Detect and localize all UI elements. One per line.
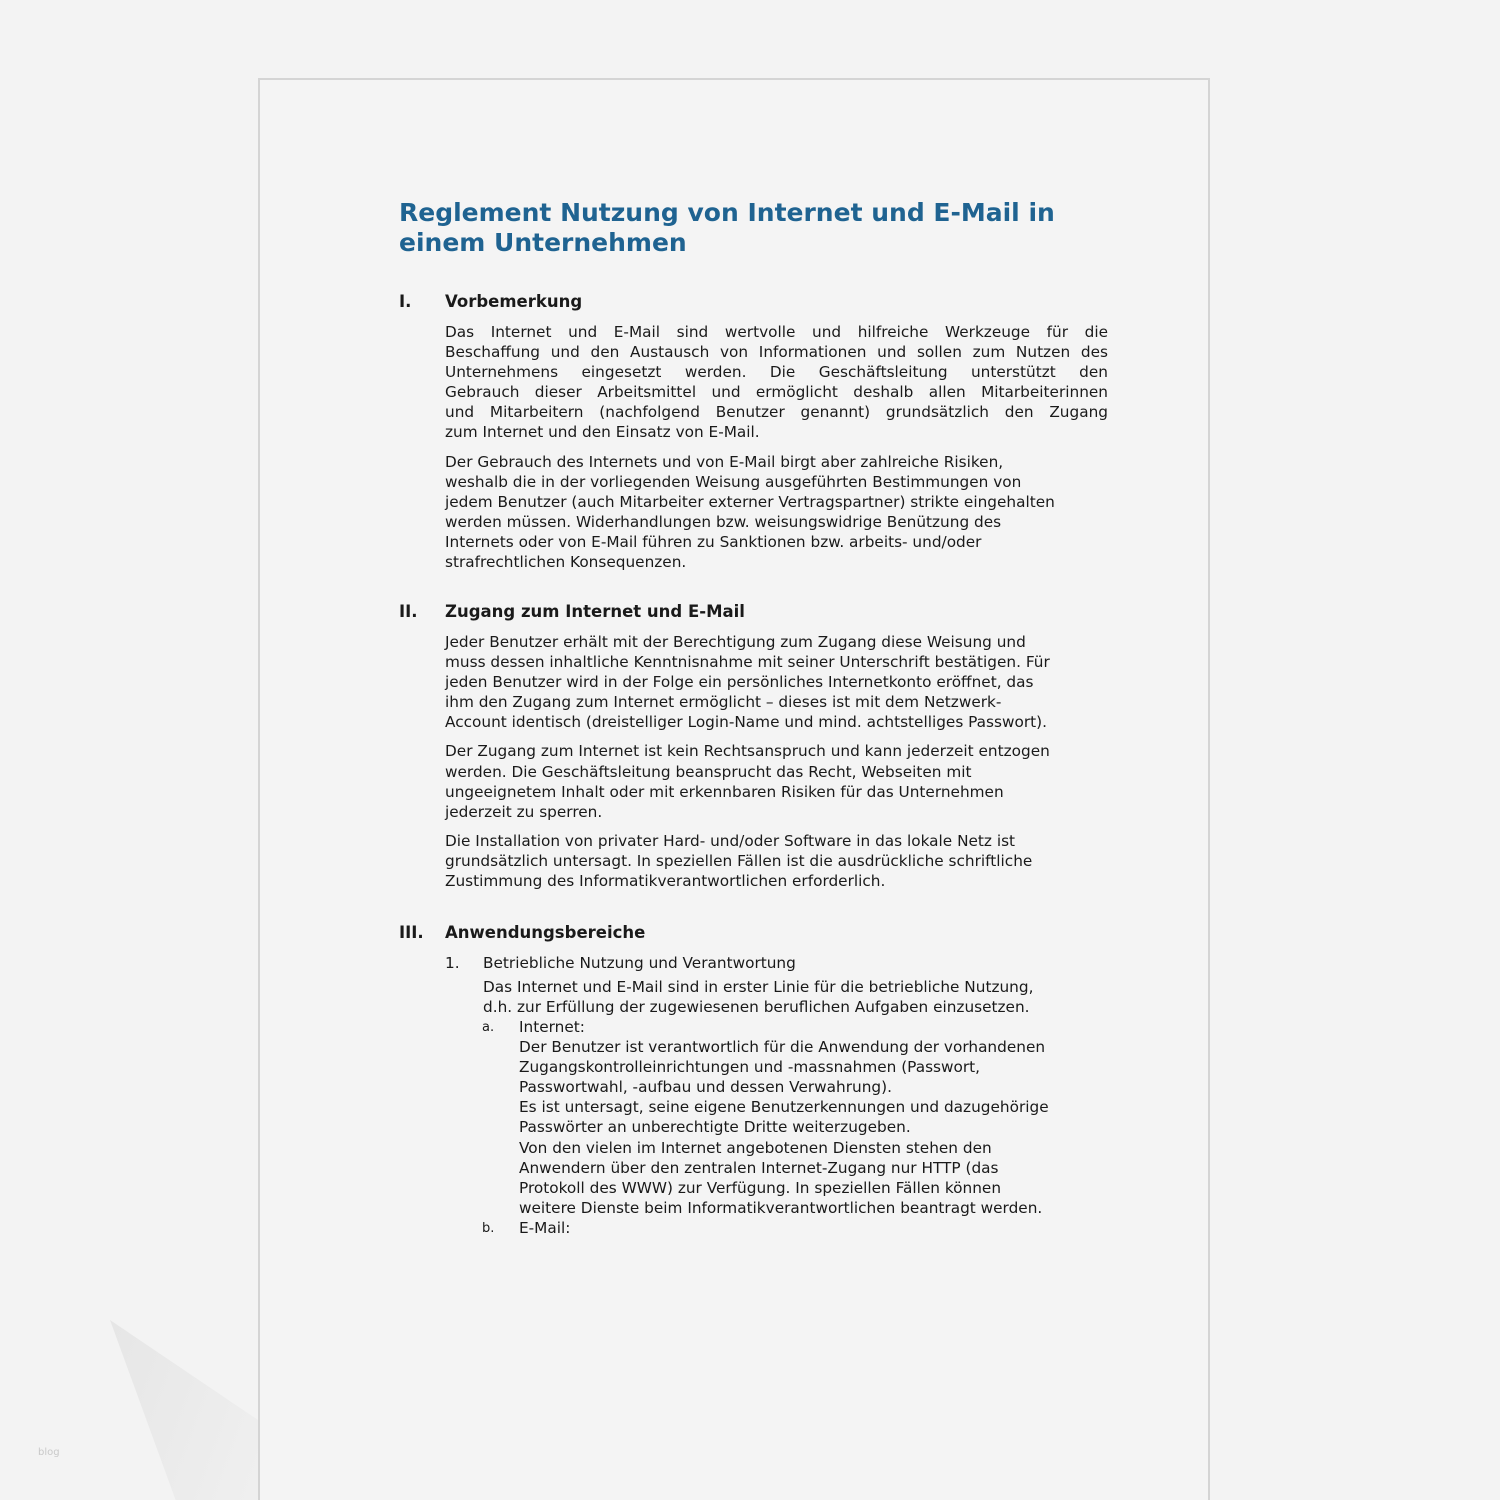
section-heading-vorbemerkung	[399, 292, 582, 312]
paragraph-line: Gebrauch dieser Arbeitsmittel und ermöglicht deshalb allen Mitarbeiterinnen	[445, 383, 1108, 402]
sublist-line: Passwörter an unberechtigte Dritte weiterzugeben.	[519, 1118, 911, 1137]
sublist-marker: a.	[482, 1020, 495, 1035]
sublist-item-internet	[519, 1017, 1139, 1218]
section-title: Vorbemerkung	[445, 292, 583, 311]
section-heading-zugang	[399, 602, 745, 622]
paragraph-line: werden. Die Geschäftsleitung beansprucht das Recht, Webseiten mit	[445, 762, 972, 781]
paragraph	[445, 632, 1108, 732]
paragraph-line: Account identisch (dreistelliger Login-Name und mind. achtstelliges Passwort).	[445, 713, 1047, 732]
paragraph-line: Der Gebrauch des Internets und von E-Mail birgt aber zahlreiche Risiken,	[445, 452, 1004, 471]
paragraph-line: Internets oder von E-Mail führen zu Sanktionen bzw. arbeits- und/oder	[445, 532, 982, 551]
sublist-item-label: Internet:	[519, 1018, 585, 1036]
sublist-line: weitere Dienste beim Informatikverantwortlichen beantragt werden.	[519, 1198, 1043, 1217]
paragraph-line: werden müssen. Widerhandlungen bzw. weisungswidrige Benützung des	[445, 512, 1002, 531]
sublist-item-email	[519, 1218, 1139, 1238]
list-item-betriebliche-nutzung	[445, 953, 1125, 1017]
section-number: II.	[399, 602, 418, 621]
paragraph	[445, 831, 1108, 891]
sublist-item-label: E-Mail:	[519, 1219, 571, 1237]
sublist-line: Von den vielen im Internet angebotenen Diensten stehen den	[519, 1138, 992, 1157]
paragraph-line: jedem Benutzer (auch Mitarbeiter externer Vertragspartner) strikte eingehalten	[445, 492, 1055, 511]
paragraph	[445, 322, 1108, 443]
paragraph-line: Das Internet und E-Mail sind wertvolle und hilfreiche Werkzeuge für die	[445, 323, 1108, 341]
paragraph-line: und Mitarbeitern (nachfolgend Benutzer genannt) grundsätzlich den Zugang	[445, 403, 1108, 422]
section-body-vorbemerkung	[445, 322, 1108, 581]
section-heading-anwendungsbereiche	[399, 923, 645, 943]
list-intro-line: d.h. zur Erfüllung der zugewiesenen beruflichen Aufgaben einzusetzen.	[483, 998, 1030, 1017]
paragraph-line: weshalb die in der vorliegenden Weisung ausgeführten Bestimmungen von	[445, 472, 1022, 491]
sublist-line: Protokoll des WWW) zur Verfügung. In speziellen Fällen können	[519, 1178, 1002, 1197]
paragraph-line: Die Installation von privater Hard- und/oder Software in das lokale Netz ist	[445, 831, 1016, 850]
paragraph	[445, 452, 1108, 573]
paragraph-line: Beschaffung und den Austausch von Informationen und sollen zum Nutzen des	[445, 343, 1108, 362]
watermark: blog	[38, 1447, 60, 1458]
title-line: Reglement Nutzung von Internet und E-Mail in	[399, 198, 1055, 227]
list-item-label: Betriebliche Nutzung und Verantwortung	[483, 954, 796, 972]
paragraph-line: grundsätzlich untersagt. In speziellen Fällen ist die ausdrückliche schriftliche	[445, 851, 1033, 870]
section-title: Zugang zum Internet und E-Mail	[445, 602, 745, 621]
paragraph-line: muss dessen inhaltliche Kenntnisnahme mit seiner Unterschrift bestätigen. Für	[445, 653, 1050, 672]
sublist-line: Es ist untersagt, seine eigene Benutzerkennungen und dazugehörige	[519, 1098, 1049, 1117]
paragraph-line: strafrechtlichen Konsequenzen.	[445, 553, 687, 572]
paragraph	[445, 741, 1108, 821]
title-line: einem Unternehmen	[399, 228, 687, 257]
paragraph-line: jederzeit zu sperren.	[445, 802, 603, 821]
paragraph-line: Unternehmens eingesetzt werden. Die Geschäftsleitung unterstützt den	[445, 363, 1108, 382]
paragraph-line: Zustimmung des Informatikverantwortlichen erforderlich.	[445, 872, 886, 891]
sublist-line: Anwendern über den zentralen Internet-Zugang nur HTTP (das	[519, 1158, 999, 1177]
section-body-zugang	[445, 632, 1108, 900]
sublist-marker: b.	[482, 1221, 495, 1236]
list-marker: 1.	[445, 954, 460, 972]
section-title: Anwendungsbereiche	[445, 923, 646, 942]
paragraph-line: Jeder Benutzer erhält mit der Berechtigung zum Zugang diese Weisung und	[445, 633, 1026, 651]
paragraph-line: ihm den Zugang zum Internet ermöglicht – dieses ist mit dem Netzwerk-	[445, 693, 1002, 712]
section-number: I.	[399, 292, 412, 311]
paragraph-line: jeden Benutzer wird in der Folge ein persönliches Internetkonto eröffnet, das	[445, 673, 1034, 692]
sublist-line: Zugangskontrolleinrichtungen und -massnahmen (Passwort,	[519, 1058, 981, 1077]
sublist-line: Passwortwahl, -aufbau und dessen Verwahrung).	[519, 1078, 892, 1097]
section-number: III.	[399, 923, 424, 942]
list-intro-line: Das Internet und E-Mail sind in erster Linie für die betriebliche Nutzung,	[483, 978, 1034, 997]
paragraph-line: zum Internet und den Einsatz von E-Mail.	[445, 423, 760, 442]
sublist-line: Der Benutzer ist verantwortlich für die Anwendung der vorhandenen	[519, 1038, 1046, 1057]
document-page	[258, 78, 1210, 1500]
document-title	[399, 198, 1139, 258]
paragraph-line: ungeeignetem Inhalt oder mit erkennbaren Risiken für das Unternehmen	[445, 782, 1004, 801]
paragraph-line: Der Zugang zum Internet ist kein Rechtsanspruch und kann jederzeit entzogen	[445, 742, 1050, 761]
